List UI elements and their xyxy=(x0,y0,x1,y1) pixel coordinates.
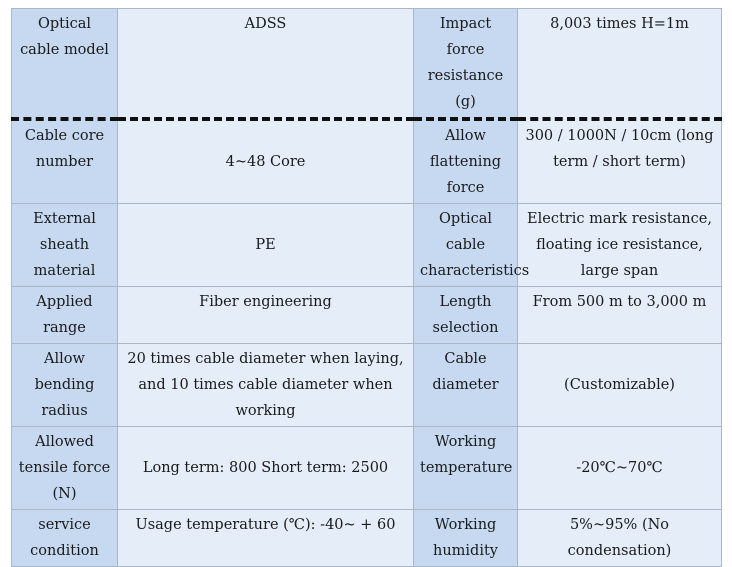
row-value: 4~48 Core xyxy=(118,119,414,204)
row-label: Working temperature xyxy=(414,427,518,510)
row-value: 20 times cable diameter when laying, and 10 times cable diameter when working xyxy=(118,344,414,427)
table-row-core-number xyxy=(12,119,722,204)
table-row-sheath-material xyxy=(12,204,722,287)
row-value: ADSS xyxy=(118,9,414,120)
row-label: Allow flattening force xyxy=(414,119,518,204)
row-label: Length selection xyxy=(414,287,518,344)
table-row-model xyxy=(12,9,722,120)
row-value: Long term: 800 Short term: 2500 xyxy=(118,427,414,510)
row-value: PE xyxy=(118,204,414,287)
row-value: From 500 m to 3,000 m xyxy=(518,287,722,344)
row-value: -20℃~70℃ xyxy=(518,427,722,510)
row-value: Usage temperature (℃): -40~ + 60 xyxy=(118,510,414,567)
row-label: Allow bending radius xyxy=(12,344,118,427)
row-value: 300 / 1000N / 10cm (long term / short term) xyxy=(518,119,722,204)
row-label: service condition xyxy=(12,510,118,567)
row-label: Impact force resistance (g) xyxy=(414,9,518,120)
table-row-bending-radius xyxy=(12,344,722,427)
row-value: Fiber engineering xyxy=(118,287,414,344)
row-value: 5%~95% (No condensation) xyxy=(518,510,722,567)
row-label: Optical cable model xyxy=(12,9,118,120)
row-label: Applied range xyxy=(12,287,118,344)
row-label: Working humidity xyxy=(414,510,518,567)
table-row-service-condition xyxy=(12,510,722,567)
table-row-tensile-force xyxy=(12,427,722,510)
row-value: Electric mark resistance, floating ice resistance, large span xyxy=(518,204,722,287)
table-row-applied-range xyxy=(12,287,722,344)
row-label: Allowed tensile force (N) xyxy=(12,427,118,510)
specification-table xyxy=(11,8,722,567)
row-value: (Customizable) xyxy=(518,344,722,427)
row-value: 8,003 times H=1m xyxy=(518,9,722,120)
row-label: Cable diameter xyxy=(414,344,518,427)
row-label: Cable core number xyxy=(12,119,118,204)
row-label: External sheath material xyxy=(12,204,118,287)
row-label: Optical cable characteristics xyxy=(414,204,518,287)
